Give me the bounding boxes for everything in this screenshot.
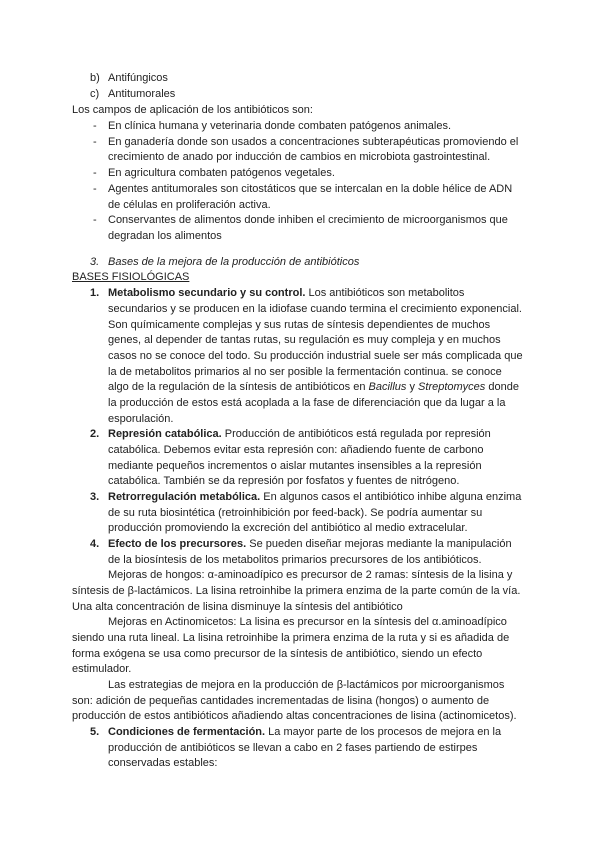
campo-4-line-2: de células en proliferación activa.	[108, 199, 271, 211]
item-1-line-7	[108, 379, 519, 395]
item-3-title: Retrorregulación metabólica.	[108, 491, 261, 503]
hongos-line-2: síntesis de β-lactámicos. La lisina retroinhibe la primera enzima de la parte común de la vía.	[72, 585, 521, 597]
item-4-number: 4.	[90, 538, 100, 550]
campo-2-line-2: crecimiento de anado por inducción de cambios en microbiota gastrointestinal.	[108, 151, 491, 163]
list-item-c: Antitumorales	[108, 88, 176, 100]
item-1-text: Los antibióticos son metabolitos	[308, 287, 465, 299]
item-1-line-2: secundarios y se producen en la idiofase cuando termina el crecimiento exponencial.	[108, 303, 522, 315]
campo-5-line-2: degradan los alimentos	[108, 230, 222, 242]
item-1-line-4: genes, al depender de tantas rutas, su regulación es muy compleja y en muchos	[108, 334, 501, 346]
item-2-line-4: catabólica. También se da represión por fosfatos y fuentes de nitrógeno.	[108, 475, 460, 487]
item-1-line-6: la de metabolitos primarios al no ser posible la fermentación continua. se conoce	[108, 366, 502, 378]
item-5-title: Condiciones de fermentación.	[108, 726, 266, 738]
section-number: 3.	[90, 256, 100, 268]
estrategias-line-1: Las estrategias de mejora en la producción de β-lactámicos por microorganismos	[108, 679, 505, 691]
conj-y: y	[409, 381, 415, 393]
item-5-line-1	[108, 724, 501, 740]
item-5-line-3: conservadas estables:	[108, 757, 218, 769]
dash-5: -	[93, 214, 97, 226]
list-item-b: Antifúngicos	[108, 72, 168, 84]
item-3-line-1	[108, 489, 521, 505]
item-3-line-2: de su ruta biosintética (retroinhibición por feed-back). Se podría aumentar su	[108, 507, 483, 519]
estrategias-line-2: son: adición de pequeñas cantidades incrementadas de lisina (hongos) o aumento de	[72, 695, 490, 707]
item-1-line-1	[108, 285, 464, 301]
actino-line-2: siendo una ruta lineal. La lisina retroinhibe la primera enzima de la ruta y si es añadida de	[72, 632, 510, 644]
actino-line-1: Mejoras en Actinomicetos: La lisina es precursor en la síntesis del α.aminoadípico	[108, 616, 507, 628]
item-1-number: 1.	[90, 287, 100, 299]
item-4-title: Efecto de los precursores.	[108, 538, 247, 550]
bases-heading: BASES FISIOLÓGICAS	[72, 271, 190, 283]
dash-4: -	[93, 183, 97, 195]
streptomyces-term: Streptomyces	[418, 381, 486, 393]
item-4-line-2: de la biosíntesis de los metabolitos primarios precursores de los antibióticos.	[108, 554, 482, 566]
item-3-number: 3.	[90, 491, 100, 503]
dash-2: -	[93, 136, 97, 148]
item-1-title: Metabolismo secundario y su control.	[108, 287, 306, 299]
item-1-line-3: Son químicamente complejas y sus rutas de síntesis dependientes de muchos	[108, 319, 491, 331]
campo-5-line-1: Conservantes de alimentos donde inhiben el crecimiento de microorganismos que	[108, 214, 508, 226]
item-2-number: 2.	[90, 428, 100, 440]
list-marker-b: b)	[90, 72, 100, 84]
section-title: Bases de la mejora de la producción de antibióticos	[108, 256, 360, 268]
item-2-line-2: catabólica. Debemos evitar esta represión con: añadiendo fuente de carbono	[108, 444, 484, 456]
item-5-text: La mayor parte de los procesos de mejora en la	[268, 726, 502, 738]
item-4-text: Se pueden diseñar mejoras mediante la manipulación	[249, 538, 512, 550]
item-2-title: Represión catabólica.	[108, 428, 222, 440]
donde-word: donde	[488, 381, 519, 393]
campo-4-line-1: Agentes antitumorales son citostáticos que se intercalan en la doble hélice de ADN	[108, 183, 513, 195]
item-3-line-3: producción promoviendo la excreción del antibiótico al medio extracelular.	[108, 522, 468, 534]
item-1-line-7-text: algo de la regulación de la síntesis de antibióticos en	[108, 381, 366, 393]
item-1-line-5: casos no se conoce del todo. Su producción industrial suele ser más complicada que	[108, 350, 523, 362]
item-4-line-1	[108, 536, 512, 552]
item-2-line-1	[108, 426, 491, 442]
campo-1-line-1: En clínica humana y veterinaria donde combaten patógenos animales.	[108, 120, 452, 132]
estrategias-line-3: producción de estos antibióticos añadiendo altas concentraciones de lisina (actinomicetos).	[72, 710, 517, 722]
dash-1: -	[93, 120, 97, 132]
actino-line-4: estimulador.	[72, 663, 132, 675]
item-1-line-8: la producción de estos está acoplada a la fase de diferenciación que da lugar a la	[108, 397, 506, 409]
item-2-line-3: mediante pequeños incrementos o aislar mutantes insensibles a la represión	[108, 460, 482, 472]
campo-3-line-1: En agricultura combaten patógenos vegetales.	[108, 167, 335, 179]
item-2-text: Producción de antibióticos está regulada por represión	[224, 428, 491, 440]
hongos-line-3: Una alta concentración de lisina disminuye la síntesis del antibiótico	[72, 601, 403, 613]
item-5-number: 5.	[90, 726, 100, 738]
item-1-line-9: esporulación.	[108, 413, 174, 425]
actino-line-3: forma exógena se usa como precursor de la síntesis de antibiótico, siendo un efecto	[72, 648, 483, 660]
campos-intro: Los campos de aplicación de los antibióticos son:	[72, 104, 313, 116]
item-5-line-2: producción de antibióticos se llevan a cabo en 2 fases partiendo de estirpes	[108, 742, 478, 754]
list-marker-c: c)	[90, 88, 100, 100]
campo-2-line-1: En ganadería donde son usados a concentraciones subterapéuticas promoviendo el	[108, 136, 519, 148]
hongos-line-1: Mejoras de hongos: α-aminoadípico es precursor de 2 ramas: síntesis de la lisina y	[108, 569, 513, 581]
bacillus-term: Bacillus	[368, 381, 407, 393]
dash-3: -	[93, 167, 97, 179]
item-3-text: En algunos casos el antibiótico inhibe alguna enzima	[263, 491, 522, 503]
